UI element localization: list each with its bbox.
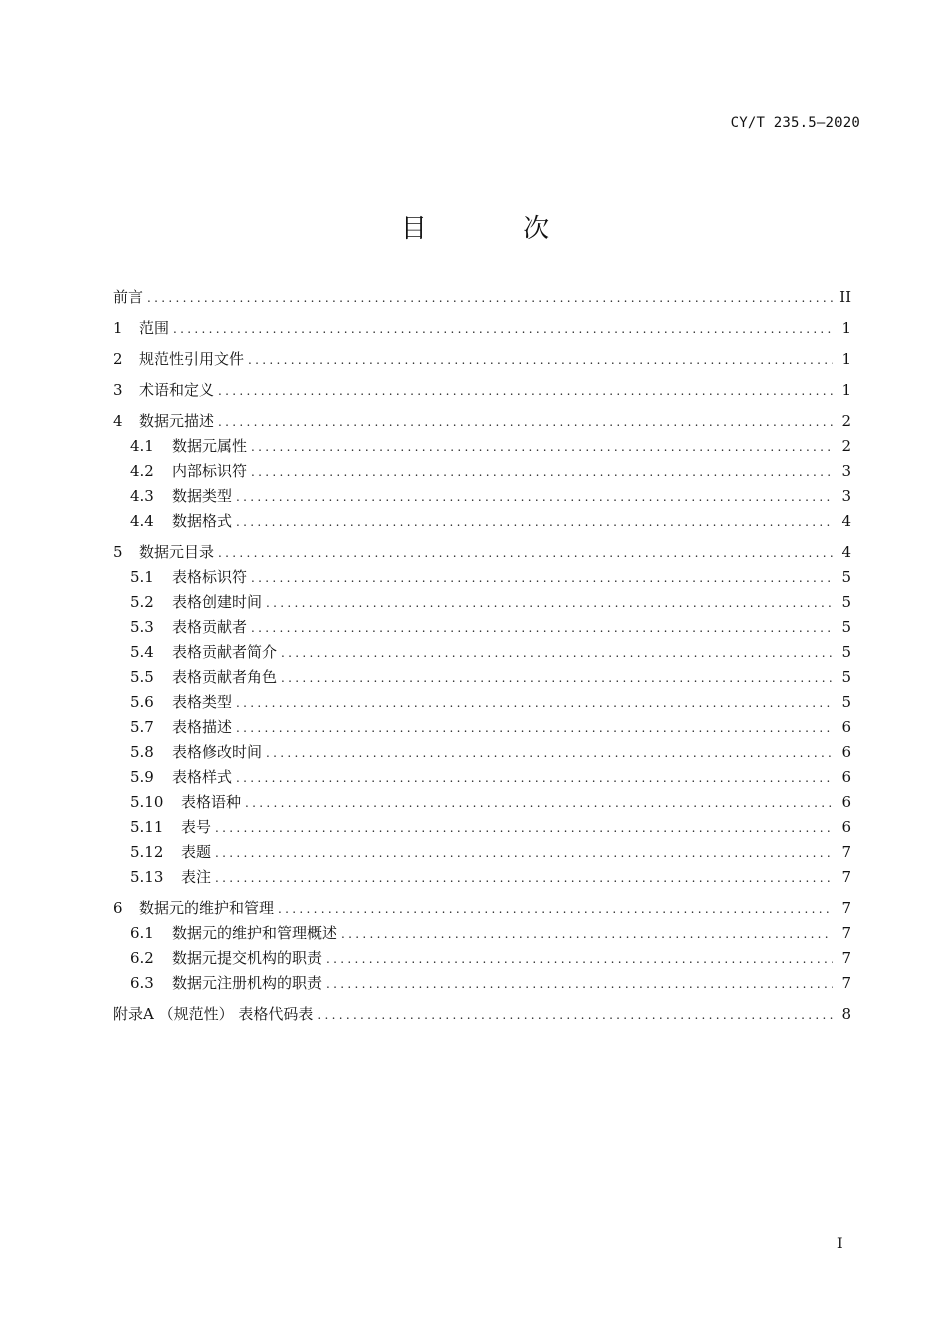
- toc-entry[interactable]: [113, 840, 851, 865]
- toc-entry-number: 5.3: [130, 618, 154, 636]
- toc-entry-page: 2: [841, 437, 851, 455]
- toc-entry[interactable]: [113, 996, 851, 1027]
- toc-entry-label: 数据元的维护和管理: [139, 899, 275, 917]
- toc-entry-number: 4.4: [130, 512, 154, 530]
- toc-entry[interactable]: [113, 865, 851, 890]
- toc-entry-label: 表格贡献者角色: [172, 668, 278, 686]
- toc-entry-page: 6: [841, 768, 851, 786]
- toc-entry-label: 数据类型: [172, 487, 233, 505]
- toc-entry-number: 5.9: [130, 768, 154, 786]
- toc-entry-number: 5.8: [130, 743, 154, 761]
- dot-leader: [173, 317, 833, 342]
- toc-entry[interactable]: [113, 790, 851, 815]
- toc-entry-page: 3: [841, 487, 851, 505]
- toc-entry-page: 6: [841, 793, 851, 811]
- toc-entry-page: 1: [841, 319, 851, 337]
- footer-page-number: I: [837, 1236, 843, 1252]
- toc-entry[interactable]: [113, 665, 851, 690]
- toc-entry-page: 8: [841, 1005, 851, 1023]
- toc-entry[interactable]: [113, 403, 851, 434]
- toc-entry-number: 5.10: [130, 793, 164, 811]
- toc-entry-number: 5.7: [130, 718, 154, 736]
- toc-entry-number: 6.3: [130, 974, 154, 992]
- toc-entry-label: 数据格式: [172, 512, 233, 530]
- toc-entry[interactable]: [113, 921, 851, 946]
- toc-entry-label: 数据元描述: [139, 412, 215, 430]
- toc-entry-number: 6.2: [130, 949, 154, 967]
- toc-entry-label: 表格修改时间: [172, 743, 263, 761]
- dot-leader: [251, 435, 833, 460]
- toc-entry-page: 5: [841, 693, 851, 711]
- toc-entry[interactable]: [113, 715, 851, 740]
- toc-entry-label: 术语和定义: [139, 381, 215, 399]
- toc-entry-page: 4: [841, 543, 851, 561]
- toc-entry[interactable]: [113, 484, 851, 509]
- dot-leader: [218, 379, 833, 404]
- toc-entry-page: 6: [841, 743, 851, 761]
- toc-entry-page: 7: [841, 868, 851, 886]
- toc-entry-label: 表格类型: [172, 693, 233, 711]
- dot-leader: [251, 566, 833, 591]
- toc-entry[interactable]: [113, 310, 851, 341]
- toc-entry-page: 6: [841, 818, 851, 836]
- toc-entry[interactable]: [113, 434, 851, 459]
- toc-entry-page: 7: [841, 949, 851, 967]
- dot-leader: [248, 348, 833, 373]
- toc-entry-label: 数据元注册机构的职责: [172, 974, 323, 992]
- dot-leader: [215, 841, 833, 866]
- toc-entry-label: 表题: [181, 843, 212, 861]
- toc-entry-number: 5.6: [130, 693, 154, 711]
- toc-entry-label: 数据元提交机构的职责: [172, 949, 323, 967]
- toc-entry[interactable]: [113, 590, 851, 615]
- toc-entry-page: 5: [841, 668, 851, 686]
- toc-entry-page: 2: [841, 412, 851, 430]
- dot-leader: [341, 922, 833, 947]
- toc-entry[interactable]: [113, 615, 851, 640]
- toc-entry-label: 表格标识符: [172, 568, 248, 586]
- dot-leader: [326, 972, 833, 997]
- toc-entry-label: 表格贡献者: [172, 618, 248, 636]
- toc-entry-number: 4.1: [130, 437, 154, 455]
- toc-entry-label: 范围: [139, 319, 170, 337]
- toc-entry[interactable]: [113, 690, 851, 715]
- toc-entry-label: 表格贡献者简介: [172, 643, 278, 661]
- toc-entry-number: 5.12: [130, 843, 164, 861]
- toc-entry-number: 5.4: [130, 643, 154, 661]
- toc-entry[interactable]: [113, 565, 851, 590]
- toc-entry-page: 7: [841, 924, 851, 942]
- dot-leader: [215, 866, 833, 891]
- toc-entry-label: 表格描述: [172, 718, 233, 736]
- toc-entry-page: 1: [841, 350, 851, 368]
- toc-entry-label: 数据元的维护和管理概述: [172, 924, 338, 942]
- toc-entry[interactable]: [113, 815, 851, 840]
- toc-entry-label: 表格创建时间: [172, 593, 263, 611]
- dot-leader: [281, 641, 833, 666]
- dot-leader: [326, 947, 833, 972]
- toc-entry-page: 7: [841, 974, 851, 992]
- dot-leader: [236, 716, 833, 741]
- toc-entry-number: 3: [113, 381, 123, 399]
- toc-entry-number: 5.11: [130, 818, 164, 836]
- toc-entry[interactable]: [113, 971, 851, 996]
- table-of-contents: [113, 285, 851, 1027]
- toc-entry-number: 5: [113, 543, 123, 561]
- toc-entry-label: 数据元目录: [139, 543, 215, 561]
- toc-entry-label: 表格样式: [172, 768, 233, 786]
- toc-entry[interactable]: [113, 534, 851, 565]
- toc-entry-number: 1: [113, 319, 123, 337]
- toc-entry[interactable]: [113, 459, 851, 484]
- dot-leader: [236, 485, 833, 510]
- toc-entry-page: 4: [841, 512, 851, 530]
- toc-entry-number: 6: [113, 899, 123, 917]
- toc-entry-label: 附录A （规范性） 表格代码表: [113, 1005, 314, 1023]
- toc-entry-page: 5: [841, 643, 851, 661]
- page-title: 目 次: [400, 214, 594, 244]
- toc-entry-page: 5: [841, 593, 851, 611]
- toc-entry-label: 数据元属性: [172, 437, 248, 455]
- toc-entry-number: 5.1: [130, 568, 154, 586]
- toc-entry-page: 7: [841, 899, 851, 917]
- toc-entry[interactable]: [113, 285, 851, 310]
- dot-leader: [236, 510, 833, 535]
- toc-entry-number: 4.3: [130, 487, 154, 505]
- dot-leader: [215, 816, 833, 841]
- toc-entry-page: II: [839, 288, 851, 306]
- dot-leader: [266, 591, 833, 616]
- toc-entry-label: 表注: [181, 868, 212, 886]
- dot-leader: [218, 541, 833, 566]
- toc-entry-page: 3: [841, 462, 851, 480]
- toc-entry-page: 6: [841, 718, 851, 736]
- toc-entry-number: 4.2: [130, 462, 154, 480]
- toc-entry[interactable]: [113, 341, 851, 372]
- dot-leader: [218, 410, 833, 435]
- dot-leader: [251, 616, 833, 641]
- toc-entry-number: 5.5: [130, 668, 154, 686]
- toc-entry-label: 规范性引用文件: [139, 350, 245, 368]
- toc-entry-page: 1: [841, 381, 851, 399]
- dot-leader: [236, 691, 833, 716]
- toc-entry-label: 前言: [113, 288, 144, 306]
- toc-entry-number: 4: [113, 412, 123, 430]
- toc-entry-label: 表号: [181, 818, 212, 836]
- toc-entry[interactable]: [113, 509, 851, 534]
- toc-entry-number: 2: [113, 350, 123, 368]
- toc-entry-number: 5.13: [130, 868, 164, 886]
- dot-leader: [251, 460, 833, 485]
- toc-entry-label: 内部标识符: [172, 462, 248, 480]
- dot-leader: [317, 1003, 833, 1028]
- toc-entry-number: 5.2: [130, 593, 154, 611]
- toc-entry[interactable]: [113, 372, 851, 403]
- document-code: CY/T 235.5—2020: [730, 115, 860, 131]
- dot-leader: [281, 666, 833, 691]
- toc-entry[interactable]: [113, 740, 851, 765]
- toc-entry[interactable]: [113, 640, 851, 665]
- toc-entry-number: 6.1: [130, 924, 154, 942]
- toc-entry[interactable]: [113, 765, 851, 790]
- dot-leader: [278, 897, 833, 922]
- toc-entry-page: 5: [841, 568, 851, 586]
- toc-entry[interactable]: [113, 946, 851, 971]
- dot-leader: [147, 286, 833, 311]
- toc-entry-page: 5: [841, 618, 851, 636]
- toc-entry-page: 7: [841, 843, 851, 861]
- dot-leader: [245, 791, 833, 816]
- toc-entry[interactable]: [113, 890, 851, 921]
- dot-leader: [266, 741, 833, 766]
- dot-leader: [236, 766, 833, 791]
- toc-entry-label: 表格语种: [181, 793, 242, 811]
